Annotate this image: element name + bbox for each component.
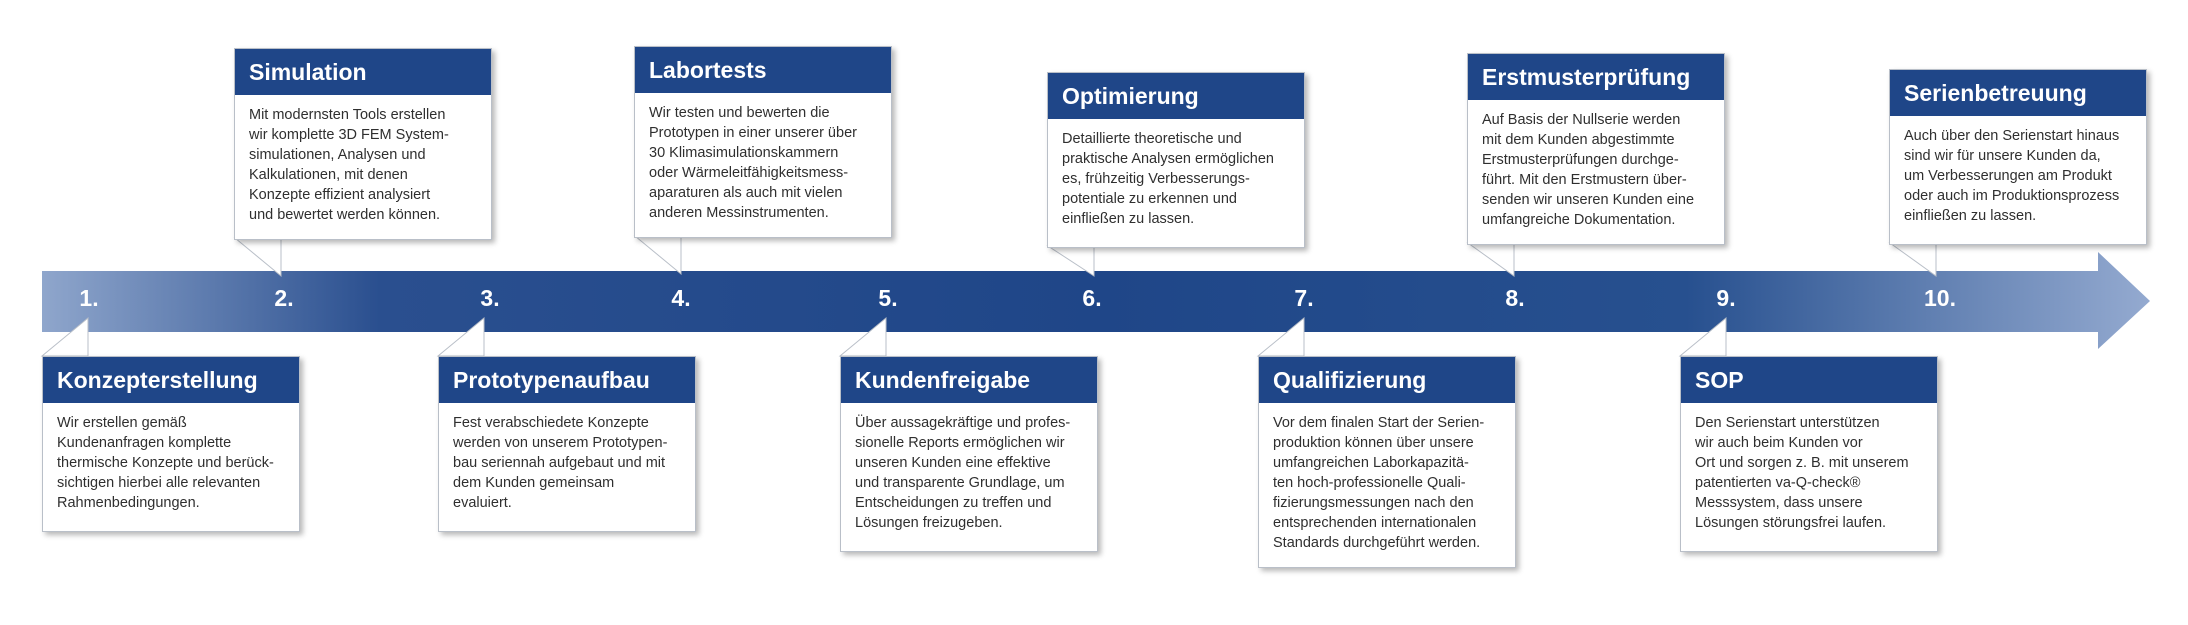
step-number-6: 6. bbox=[1082, 285, 1102, 311]
callout-pointer-4 bbox=[635, 236, 685, 276]
step-number-8: 8. bbox=[1505, 285, 1525, 311]
step-box-3 bbox=[438, 356, 696, 532]
step-text-9: Den Serienstart unterstützen wir auch beim Kunden vor Ort und sorgen z. B. mit unserem patentierten va-Q-check® Messsystem, dass unsere Lösungen störungsfrei laufen. bbox=[1695, 415, 1909, 531]
step-number-3: 3. bbox=[480, 285, 500, 311]
callout-pointer-6 bbox=[1048, 246, 1098, 286]
step-box-4 bbox=[634, 46, 892, 238]
step-title-6: Optimierung bbox=[1048, 73, 1304, 119]
step-title-8: Erstmusterprüfung bbox=[1468, 54, 1724, 100]
callout-pointer-5 bbox=[840, 318, 890, 358]
step-number-5: 5. bbox=[878, 285, 898, 311]
step-text-7: Vor dem finalen Start der Serien- produktion können über unsere umfangreichen Laborkapazitä- ten hoch-professionelle Quali- fizierungsmessungen nach den entsprechenden internationalen Standards durchgeführt werden. bbox=[1273, 415, 1485, 551]
step-title-3: Prototypenaufbau bbox=[439, 357, 695, 403]
step-title-4: Labortests bbox=[635, 47, 891, 93]
step-number-1: 1. bbox=[79, 285, 99, 311]
step-title-1: Konzepterstellung bbox=[43, 357, 299, 403]
step-number-9: 9. bbox=[1716, 285, 1736, 311]
step-number-10: 10. bbox=[1924, 285, 1956, 311]
step-box-5 bbox=[840, 356, 1098, 552]
callout-pointer-2 bbox=[235, 238, 285, 278]
callout-pointer-1 bbox=[42, 318, 92, 358]
step-number-7: 7. bbox=[1294, 285, 1314, 311]
step-title-9: SOP bbox=[1681, 357, 1937, 403]
callout-pointer-9 bbox=[1680, 318, 1730, 358]
callout-pointer-8 bbox=[1468, 243, 1518, 283]
step-text-10: Auch über den Serienstart hinaus sind wir für unsere Kunden da, um Verbesserungen am Produkt oder auch im Produktionsprozess einfließen zu lassen. bbox=[1904, 128, 2120, 224]
step-box-6 bbox=[1047, 72, 1305, 248]
step-title-10: Serienbetreuung bbox=[1890, 70, 2146, 116]
step-title-5: Kundenfreigabe bbox=[841, 357, 1097, 403]
step-text-2: Mit modernsten Tools erstellen wir komplette 3D FEM System- simulationen, Analysen und Kalkulationen, mit denen Konzepte effizient analysiert und bewertet werden können. bbox=[249, 107, 449, 223]
step-text-4: Wir testen und bewerten die Prototypen in einer unserer über 30 Klimasimulationskammern oder Wärmeleitfähigkeitsmess- aparaturen als auch mit vielen anderen Messinstrumenten. bbox=[649, 105, 857, 221]
step-number-2: 2. bbox=[274, 285, 294, 311]
step-box-10 bbox=[1889, 69, 2147, 245]
step-title-7: Qualifizierung bbox=[1259, 357, 1515, 403]
step-box-2 bbox=[234, 48, 492, 240]
callout-pointer-3 bbox=[438, 318, 488, 358]
step-text-5: Über aussagekräftige und profes- sionelle Reports ermöglichen wir unseren Kunden eine effektive und transparente Grundlage, um Entscheidungen zu treffen und Lösungen freizugeben. bbox=[855, 415, 1071, 531]
step-text-8: Auf Basis der Nullserie werden mit dem Kunden abgestimmte Erstmusterprüfungen durchge- führt. Mit den Erstmustern über- senden wir unseren Kunden eine umfangreiche Dokumentation. bbox=[1482, 112, 1695, 228]
step-text-3: Fest verabschiedete Konzepte werden von unserem Prototypen- bau seriennah aufgebaut und mit dem Kunden gemeinsam evaluiert. bbox=[453, 415, 668, 511]
step-box-7 bbox=[1258, 356, 1516, 568]
step-box-8 bbox=[1467, 53, 1725, 245]
step-box-9 bbox=[1680, 356, 1938, 552]
step-title-2: Simulation bbox=[235, 49, 491, 95]
step-text-6: Detaillierte theoretische und praktische Analysen ermöglichen es, frühzeitig Verbesserungs- potentiale zu erkennen und einfließen zu lassen. bbox=[1062, 131, 1274, 227]
callout-pointer-10 bbox=[1890, 243, 1940, 283]
callout-pointer-7 bbox=[1258, 318, 1308, 358]
step-number-4: 4. bbox=[671, 285, 691, 311]
step-text-1: Wir erstellen gemäß Kundenanfragen komplette thermische Konzepte und berück- sichtigen hierbei alle relevanten Rahmenbedingungen. bbox=[57, 415, 274, 511]
step-box-1 bbox=[42, 356, 300, 532]
